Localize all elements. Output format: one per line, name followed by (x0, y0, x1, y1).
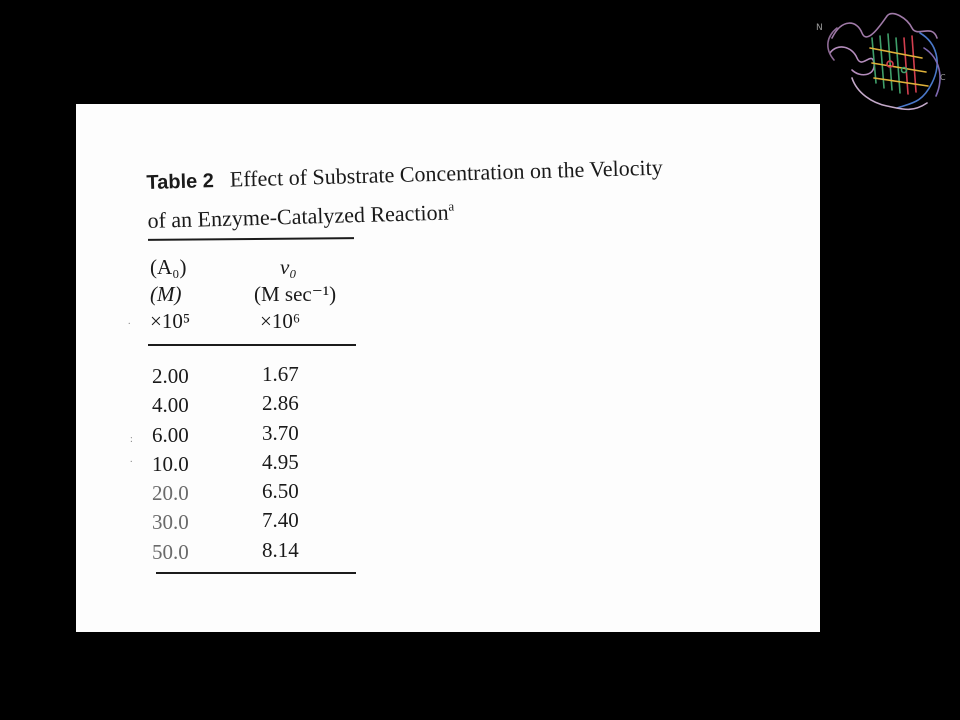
table-cell: 3.70 (262, 420, 299, 445)
velocity-values (262, 360, 299, 565)
document-page (76, 104, 820, 632)
table-cell: 4.95 (262, 449, 299, 474)
column-header-velocity (254, 254, 336, 335)
column-header-name: (A₀) (150, 255, 187, 279)
scan-speck: . (130, 454, 133, 465)
caption-footnote-mark: a (448, 198, 455, 214)
substrate-values (152, 362, 189, 567)
table-cell: 4.00 (152, 393, 189, 418)
column-header-scale: ×10⁵ (150, 309, 191, 333)
table-cell: 10.0 (152, 451, 189, 476)
table-cell: 7.40 (262, 508, 299, 533)
table-cell: 2.86 (262, 391, 299, 416)
column-header-unit: (M sec⁻¹) (254, 282, 337, 306)
table-cell: 50.0 (152, 539, 189, 564)
scan-speck: : (130, 434, 133, 445)
table-top-rule (148, 237, 354, 241)
table-cell: 1.67 (262, 362, 299, 386)
svg-text:N: N (816, 23, 823, 33)
table-cell: 20.0 (152, 481, 189, 506)
table-bottom-rule (156, 572, 356, 574)
column-header-unit: (M) (150, 282, 182, 306)
table-cell: 6.00 (152, 422, 189, 447)
table-header-rule (148, 344, 356, 346)
table-cell: 2.00 (152, 364, 189, 388)
column-header-substrate (150, 254, 190, 335)
table-label: Table 2 (146, 170, 215, 194)
table-caption (146, 149, 768, 237)
caption-line-1: Effect of Substrate Concentration on the Velocity (229, 154, 663, 192)
scan-speck: . (128, 316, 131, 327)
svg-text:C: C (940, 73, 946, 82)
protein-ribbon-icon (812, 8, 957, 120)
table-cell: 30.0 (152, 510, 189, 535)
caption-line-2: of an Enzyme-Catalyzed Reaction (147, 199, 449, 233)
column-header-scale: ×10⁶ (260, 309, 301, 333)
column-header-name: v₀ (280, 255, 297, 279)
table-cell: 8.14 (262, 537, 299, 562)
table-cell: 6.50 (262, 479, 299, 504)
